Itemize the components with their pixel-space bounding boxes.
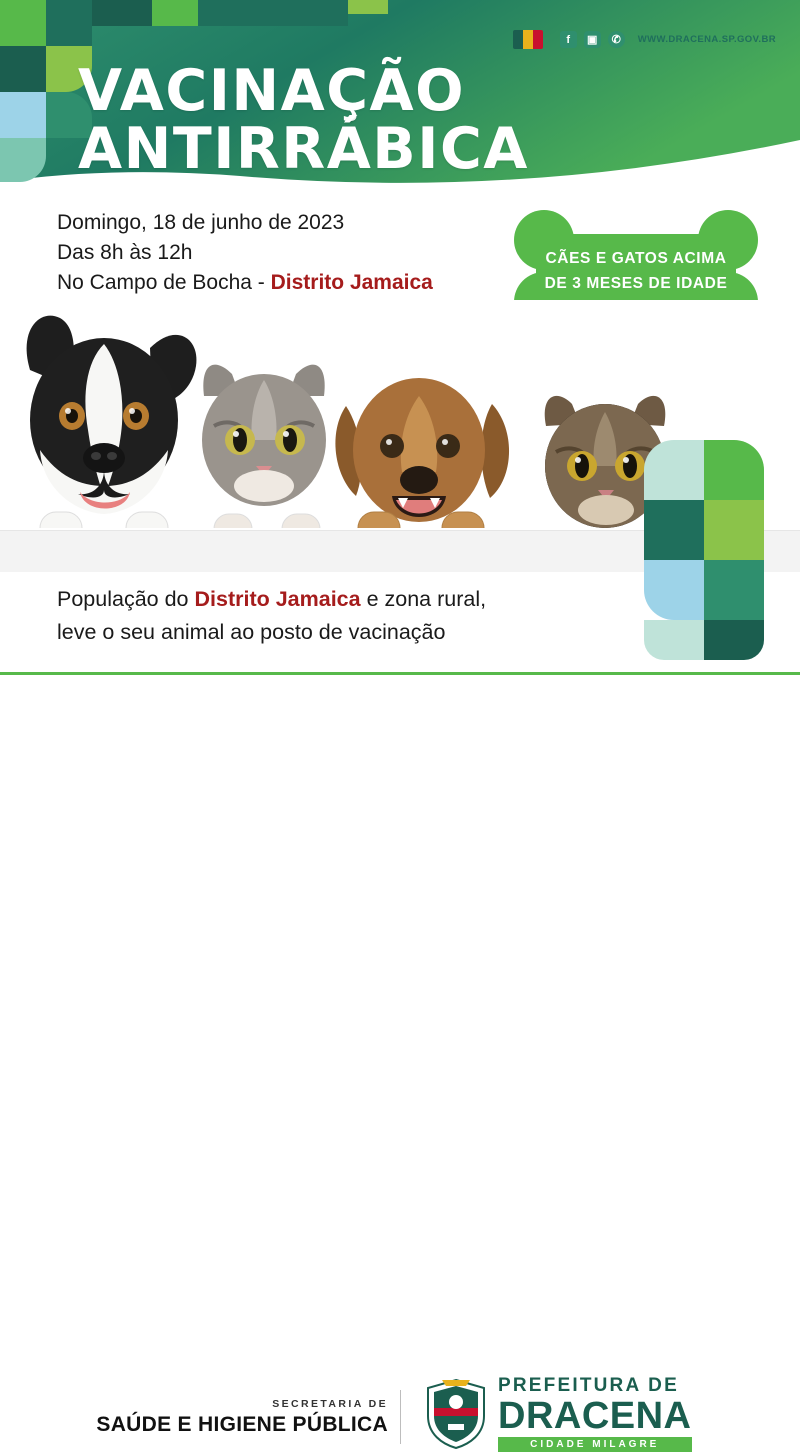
deco-tile <box>704 620 764 660</box>
deco-tile <box>0 0 46 46</box>
page-title <box>78 58 529 182</box>
footer <box>0 675 800 1450</box>
footer-vertical-divider <box>400 1390 401 1444</box>
prefeitura-line-2: DRACENA <box>498 1395 692 1437</box>
social-bar <box>513 30 776 49</box>
message-highlight: Distrito Jamaica <box>194 587 361 611</box>
deco-tile <box>152 0 198 26</box>
secretaria-label: SECRETARIA DE <box>272 1398 388 1410</box>
deco-tile <box>198 0 348 26</box>
message-suffix: e zona rural, <box>360 587 487 611</box>
event-location-highlight: Distrito Jamaica <box>270 271 433 294</box>
event-time: Das 8h às 12h <box>57 241 193 264</box>
deco-tile <box>348 0 388 14</box>
secretaria-block <box>96 1398 388 1437</box>
deco-tile <box>644 500 704 560</box>
deco-tile <box>46 0 92 46</box>
prefeitura-line-1: PREFEITURA DE <box>498 1375 679 1396</box>
instagram-icon[interactable]: ▣ <box>584 31 601 48</box>
title-line-1: VACINAÇÃO <box>78 58 466 124</box>
deco-tile <box>0 92 46 138</box>
event-location-prefix: No Campo de Bocha - <box>57 271 271 294</box>
event-location <box>57 268 433 298</box>
deco-tile <box>0 46 46 92</box>
whatsapp-icon[interactable]: ✆ <box>608 31 625 48</box>
title-line-2: ANTIRRÁBICA <box>78 116 529 182</box>
badge-line-2: DE 3 MESES DE IDADE <box>544 275 728 292</box>
website-url[interactable]: WWW.DRACENA.SP.GOV.BR <box>637 34 776 45</box>
badge-line-1: CÃES E GATOS ACIMA <box>545 250 727 267</box>
event-info <box>57 208 433 298</box>
deco-tile <box>644 620 704 660</box>
message-line-2: leve o seu animal ao posto de vacinação <box>57 620 446 644</box>
city-crest-icon <box>424 1378 488 1450</box>
facebook-icon[interactable]: f <box>560 31 577 48</box>
deco-tile <box>704 560 764 620</box>
prefeitura-text <box>498 1375 692 1452</box>
message-line-1 <box>57 583 486 616</box>
deco-tile <box>92 0 152 26</box>
deco-tile <box>644 560 704 620</box>
prefeitura-line-3: CIDADE MILAGRE <box>498 1437 692 1452</box>
prefeitura-logo <box>424 1375 692 1452</box>
message-prefix: População do <box>57 587 195 611</box>
event-date: Domingo, 18 de junho de 2023 <box>57 211 345 234</box>
flag-icon <box>513 30 543 49</box>
secretaria-name: SAÚDE E HIGIENE PÚBLICA <box>96 1413 388 1436</box>
call-to-action-message <box>57 583 486 649</box>
deco-tile <box>704 440 764 500</box>
deco-tile <box>704 500 764 560</box>
deco-tile <box>644 440 704 500</box>
